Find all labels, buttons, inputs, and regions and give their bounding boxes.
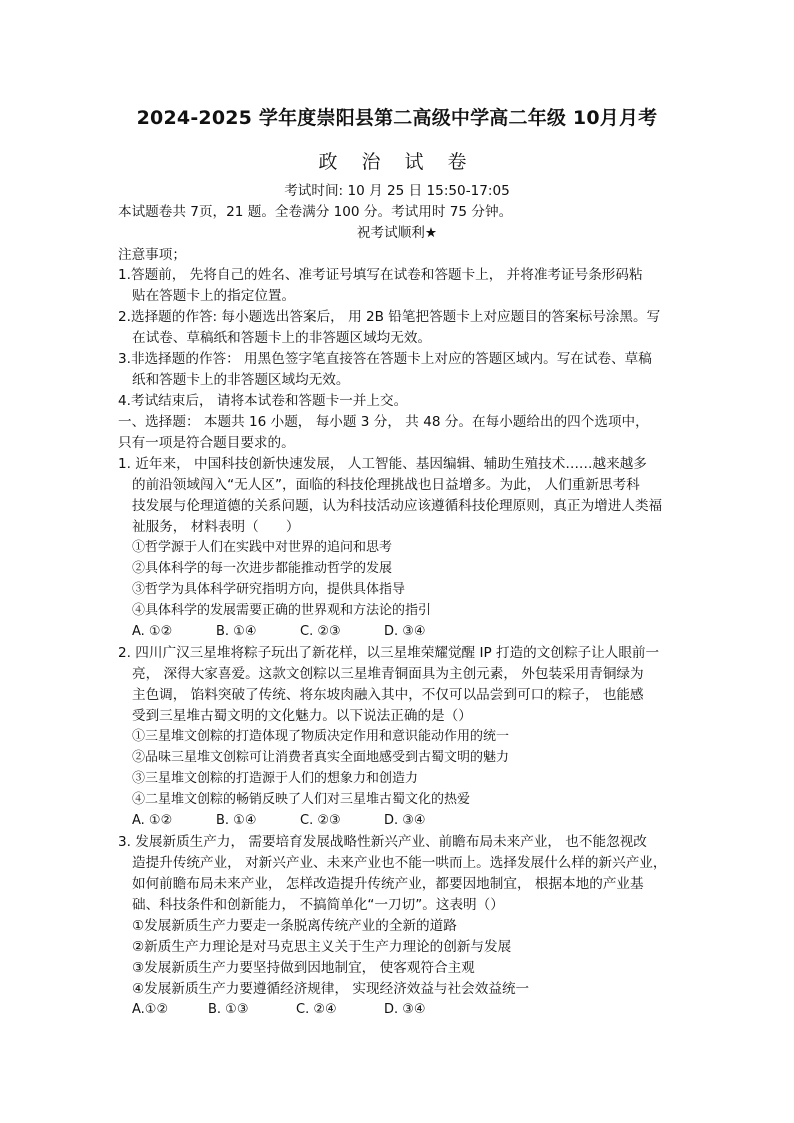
q3-options [132, 1000, 426, 1020]
q2-stem-line-3: 主色调， 馅料突破了传统、将东坡肉融入其中，不仅可以品尝到可口的粽子， 也能感 [132, 687, 644, 703]
note-1-line-1: 1.答题前， 先将自己的姓名、准考证号填写在试卷和答题卡上， 并将准考证号条形码粘 [118, 267, 643, 283]
q2-option-a[interactable]: A. ①② [132, 813, 173, 828]
q2-statement-2: ②品味三星堆文创粽可让消费者真实全面地感受到古蜀文明的魅力 [132, 750, 510, 765]
q2-options [132, 811, 426, 831]
good-luck-wish: 祝考试顺利★ [356, 225, 438, 241]
q2-option-d[interactable]: D. ③④ [384, 813, 426, 828]
q1-statement-1: ①哲学源于人们在实践中对世界的追问和思考 [132, 540, 393, 555]
q2-stem-line-4: 受到三星堆古蜀文明的文化魅力。以下说法正确的是（） [132, 708, 472, 724]
q1-statement-4: ④具体科学的发展需要正确的世界观和方法论的指引 [132, 603, 432, 618]
q3-option-b[interactable]: B. ①③ [208, 1002, 249, 1017]
q2-statement-3: ③三星堆文创粽的打造源于人们的想象力和创造力 [132, 771, 419, 786]
q3-stem-line-2: 造提升传统产业， 对新兴产业、未来产业也不能一哄而上。选择发展什么样的新兴产业， [132, 855, 667, 871]
q3-stem-line-4: 础、科技条件和创新能力， 不搞简单化“一刀切”。这表明（） [132, 897, 504, 913]
q1-option-d[interactable]: D. ③④ [384, 624, 426, 639]
note-2-line-1: 2.选择题的作答: 每小题选出答案后， 用 2B 铅笔把答题卡上对应题目的答案标号涂黑。写 [118, 309, 661, 325]
q1-stem-line-4: 祉服务， 材料表明（ ） [132, 519, 300, 535]
q3-statement-1: ①发展新质生产力要走一条脱离传统产业的全新的道路 [132, 918, 457, 934]
q2-option-b[interactable]: B. ①④ [216, 813, 257, 828]
exam-subtitle: 政 治 试 卷 [318, 151, 476, 173]
exam-time: 考试时间: 10 月 25 日 15:50-17:05 [284, 183, 510, 199]
q3-statement-4: ④发展新质生产力要遵循经济规律， 实现经济效益与社会效益统一 [132, 981, 530, 997]
q1-statement-3: ③哲学为具体科学研究指明方向，提供具体指导 [132, 582, 406, 597]
section-heading-line-1: 一、选择题： 本题共 16 小题， 每小题 3 分， 共 48 分。在每小题给出的四个选项中， [118, 414, 649, 430]
q1-option-c[interactable]: C. ②③ [300, 624, 341, 639]
q1-stem-line-3: 技发展与伦理道德的关系问题，认为科技活动应该遵循科技伦理原则，真正为增进人类福 [132, 498, 663, 514]
exam-summary: 本试题卷共 7页，21 题。全卷满分 100 分。考试用时 75 分钟。 [118, 204, 513, 220]
q2-option-c[interactable]: C. ②③ [300, 813, 341, 828]
q1-options [132, 622, 426, 642]
q3-option-a[interactable]: A.①② [132, 1002, 169, 1017]
note-3-line-1: 3.非选择题的作答： 用黑色签字笔直接答在答题卡上对应的答题区域内。写在试卷、草稿 [118, 351, 652, 367]
q3-stem-line-3: 如何前瞻布局未来产业， 怎样改造提升传统产业，都要因地制宜， 根据本地的产业基 [132, 876, 644, 892]
notes-heading: 注意事项； [118, 247, 186, 263]
q1-option-b[interactable]: B. ①④ [216, 624, 257, 639]
exam-title: 2024-2025 学年度崇阳县第二高级中学高二年级 10月月考 [136, 107, 658, 129]
q2-stem-line-1: 2. 四川广汉三星堆将粽子玩出了新花样，以三星堆荣耀觉醒 IP 打造的文创粽子让人眼前一 [118, 645, 660, 661]
q3-option-d[interactable]: D. ③④ [384, 1002, 426, 1017]
q1-stem-line-2: 的前沿领域闯入“无人区”，面临的科技伦理挑战也日益增多。为此， 人们重新思考科 [132, 477, 640, 493]
note-2-line-2: 在试卷、草稿纸和答题卡上的非答题区域均无效。 [132, 330, 432, 346]
q3-statement-2: ②新质生产力理论是对马克思主义关于生产力理论的创新与发展 [132, 939, 512, 955]
q1-option-a[interactable]: A. ①② [132, 624, 173, 639]
note-4: 4.考试结束后， 请将本试卷和答题卡一并上交。 [118, 393, 408, 409]
q2-stem-line-2: 亮， 深得大家喜爱。这款文创粽以三星堆青铜面具为主创元素， 外包装采用青铜绿为 [132, 666, 644, 682]
q1-statement-2: ②具体科学的每一次进步都能推动哲学的发展 [132, 561, 393, 576]
q3-stem-line-1: 3. 发展新质生产力， 需要培育发展战略性新兴产业、前瞻布局未来产业， 也不能忽视改 [118, 834, 647, 850]
section-heading-line-2: 只有一项是符合题目要求的。 [118, 435, 295, 451]
q2-statement-4: ④二星堆文创粽的畅销反映了人们对三星堆古蜀文化的热爱 [132, 792, 471, 807]
note-1-line-2: 贴在答题卡上的指定位置。 [132, 288, 296, 304]
q3-statement-3: ③发展新质生产力要坚持做到因地制宜， 使客观符合主观 [132, 960, 475, 976]
q1-stem-line-1: 1. 近年来， 中国科技创新快速发展， 人工智能、基因编辑、辅助生殖技术……越来越多 [118, 456, 647, 472]
q3-option-c[interactable]: C. ②④ [296, 1002, 337, 1017]
q2-statement-1: ①三星堆文创粽的打造体现了物质决定作用和意识能动作用的统一 [132, 729, 510, 744]
note-3-line-2: 纸和答题卡上的非答题区域均无效。 [132, 372, 350, 388]
